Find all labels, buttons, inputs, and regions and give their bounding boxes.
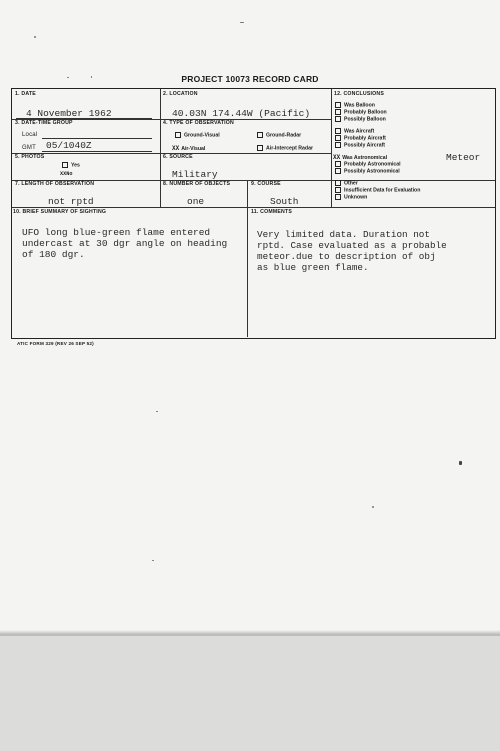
conclusion-probably-aircraft[interactable]: Probably Aircraft	[335, 135, 386, 141]
scan-speck	[34, 36, 36, 38]
gmt-value: 05/1040Z	[46, 140, 92, 151]
date-value: 4 November 1962	[26, 108, 112, 119]
comments-text: Very limited data. Duration not rptd. Case evaluated as a probable meteor.due to description of obj as blue green flame.	[257, 229, 447, 273]
checked-mark: XX	[333, 154, 341, 161]
checkbox-icon	[335, 161, 341, 167]
checkbox-icon	[257, 145, 263, 151]
conclusion-probably-astronomical[interactable]: Probably Astronomical	[335, 161, 401, 167]
checkbox-icon	[335, 180, 341, 186]
conclusion-probably-balloon[interactable]: Probably Balloon	[335, 109, 387, 115]
local-label: Local	[22, 132, 38, 138]
checked-mark: XX	[172, 145, 180, 152]
obs-option-ground-visual[interactable]: Ground-Visual	[175, 132, 220, 138]
obs-option-ground-radar[interactable]: Ground-Radar	[257, 132, 301, 138]
scanner-background	[0, 636, 500, 751]
conclusion-was-astronomical[interactable]: XX Was Astronomical	[333, 154, 388, 161]
scan-speck	[372, 506, 374, 508]
datetime-group-label: 3. DATE-TIME GROUP	[15, 120, 73, 126]
location-value: 40.03N 174.44W (Pacific)	[172, 108, 311, 119]
checkbox-icon	[335, 109, 341, 115]
conclusion-was-balloon[interactable]: Was Balloon	[335, 102, 375, 108]
course-label: 9. COURSE	[251, 181, 281, 187]
checkbox-icon	[335, 168, 341, 174]
checkbox-icon	[335, 128, 341, 134]
conclusion-possibly-astronomical[interactable]: Possibly Astronomical	[335, 168, 400, 174]
course-value: South	[270, 196, 299, 207]
source-label: 6. SOURCE	[163, 154, 193, 160]
scan-speck	[240, 22, 244, 23]
conclusion-possibly-aircraft[interactable]: Possibly Aircraft	[335, 142, 385, 148]
gmt-label: GMT	[22, 145, 36, 151]
number-of-objects-label: 8. NUMBER OF OBJECTS	[163, 181, 231, 187]
photos-option-no[interactable]: XXNo	[60, 171, 73, 177]
checkbox-icon	[335, 116, 341, 122]
card-title: PROJECT 10073 RECORD CARD	[181, 74, 319, 84]
comments-label: 11. COMMENTS	[251, 209, 293, 215]
length-of-observation-value: not rptd	[48, 196, 94, 207]
conclusion-possibly-balloon[interactable]: Possibly Balloon	[335, 116, 386, 122]
obs-option-air-visual[interactable]: XX Air-Visual	[172, 145, 206, 152]
checkbox-icon	[335, 194, 341, 200]
conclusion-other[interactable]: Other	[335, 180, 358, 186]
photos-option-yes[interactable]: Yes	[62, 162, 80, 168]
record-card-form	[11, 88, 496, 339]
obs-option-air-intercept-radar[interactable]: Air-Intercept Radar	[257, 145, 313, 151]
brief-summary-label: 10. BRIEF SUMMARY OF SIGHTING	[13, 209, 107, 215]
source-value: Military	[172, 169, 218, 180]
scan-speck	[152, 560, 154, 561]
type-of-observation-label: 4. TYPE OF OBSERVATION	[163, 120, 234, 126]
length-of-observation-label: 7. LENGTH OF OBSERVATION	[15, 181, 95, 187]
photos-label: 5. PHOTOS	[15, 154, 45, 160]
scan-speck	[156, 411, 158, 412]
location-label: 2. LOCATION	[163, 91, 198, 97]
form-footer: ATIC FORM 329 (REV 26 SEP 52)	[17, 341, 94, 346]
checkbox-icon	[62, 162, 68, 168]
date-label: 1. DATE	[15, 91, 36, 97]
conclusion-unknown[interactable]: Unknown	[335, 194, 367, 200]
checkbox-icon	[335, 142, 341, 148]
conclusion-typed-note: Meteor	[446, 152, 481, 163]
checkbox-icon	[335, 187, 341, 193]
checkbox-icon	[335, 102, 341, 108]
conclusions-label: 12. CONCLUSIONS	[334, 91, 384, 97]
checkbox-icon	[175, 132, 181, 138]
checkbox-icon	[257, 132, 263, 138]
checkbox-icon	[335, 135, 341, 141]
conclusion-insufficient-data[interactable]: Insufficient Data for Evaluation	[335, 187, 420, 193]
number-of-objects-value: one	[187, 196, 205, 207]
conclusion-was-aircraft[interactable]: Was Aircraft	[335, 128, 374, 134]
brief-summary-text: UFO long blue-green flame entered undercast at 30 dgr angle on heading of 180 dgr.	[22, 227, 228, 260]
scan-speck	[459, 461, 462, 465]
